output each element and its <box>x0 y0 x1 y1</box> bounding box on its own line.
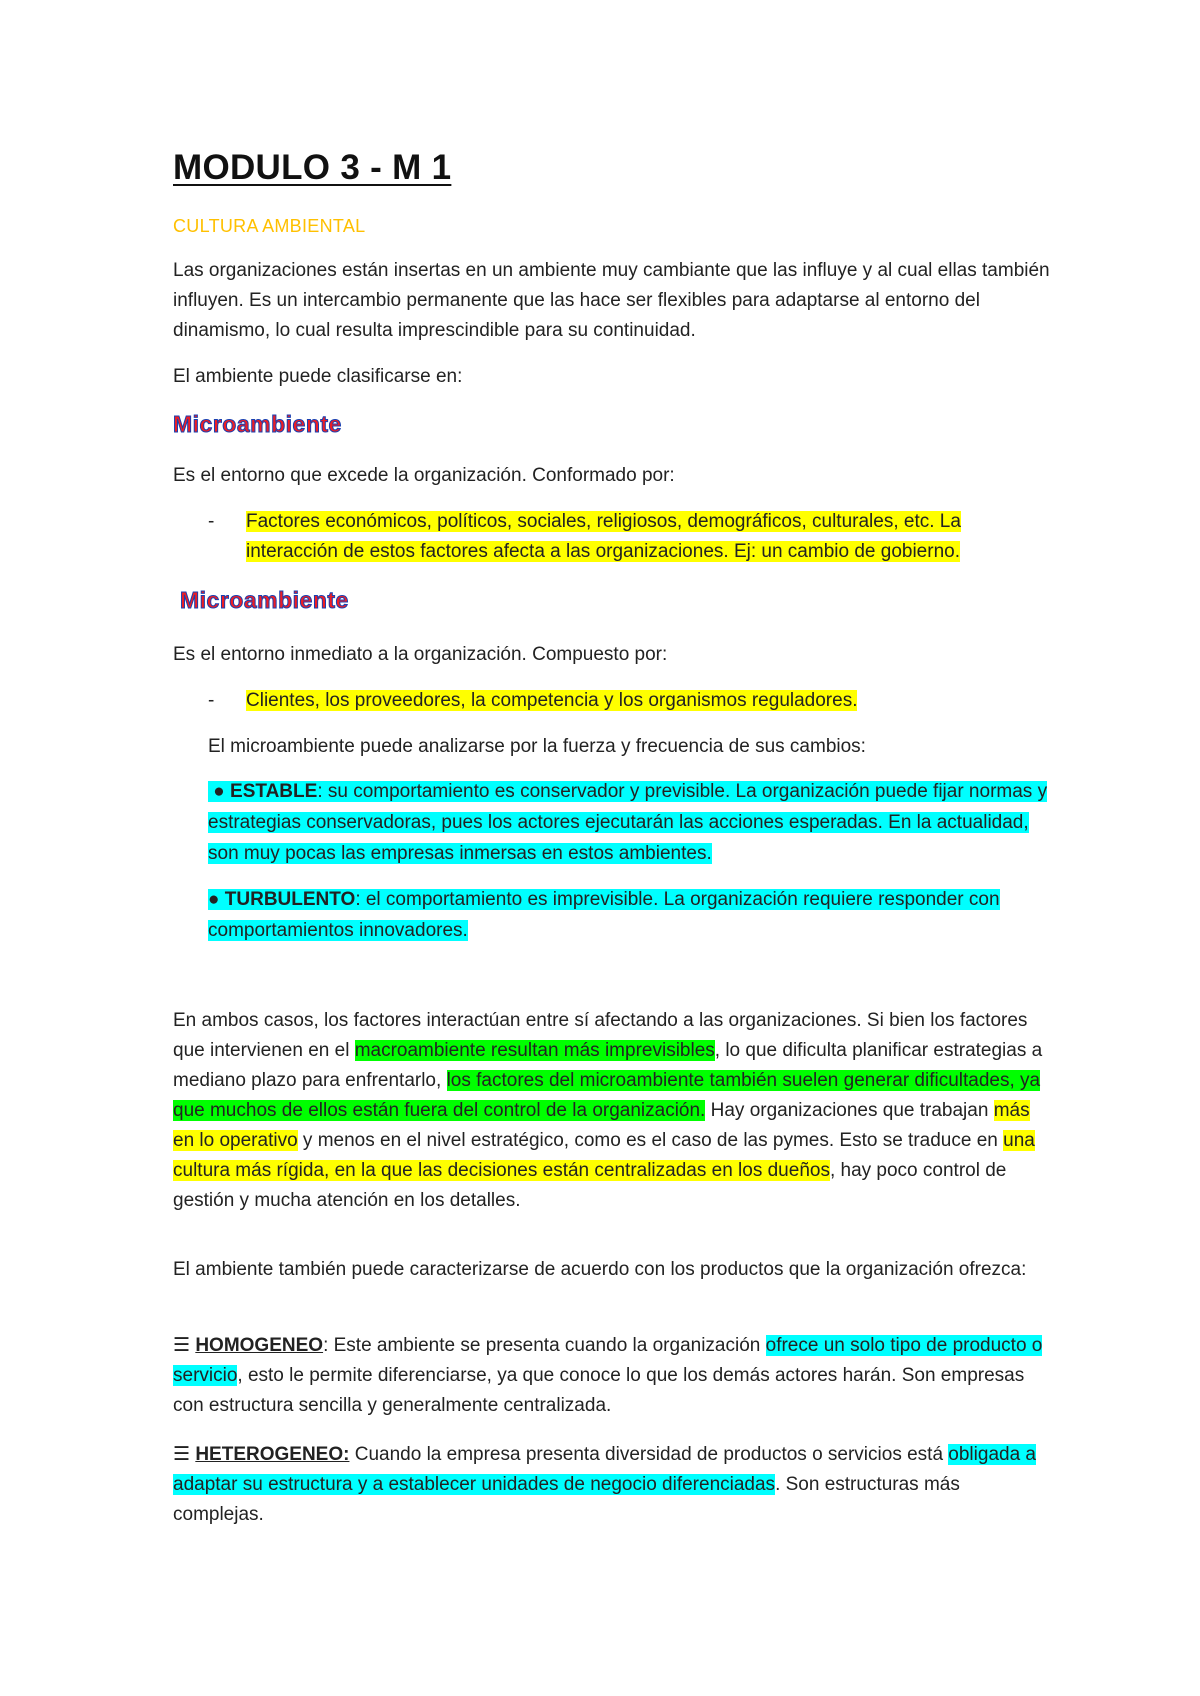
section1-dash: - <box>208 511 215 532</box>
bullet-icon: ● <box>208 889 220 910</box>
section1-item-highlight: Factores económicos, políticos, sociales, religiosos, demográficos, culturales, etc. La interacción de estos factores afecta a las organizaciones. Ej: un cambio de gobierno. <box>246 511 961 562</box>
estable-label: ESTABLE <box>230 781 318 802</box>
highlight-adaptar-estructura: obligada a adaptar su estructura y a establecer unidades de negocio diferenciadas <box>173 1444 1036 1495</box>
heterogeneo-label: HETEROGENEO: <box>195 1444 350 1465</box>
ambos-paragraph: En ambos casos, los factores interactúan entre sí afectando a las organizaciones. Si bien los factores que intervienen en el macroambiente resultan más imprevisibles, lo que dificulta planificar estrategias a mediano plazo para enfrentarlo, los factores del microambiente también suelen generar dificultades, ya que muchos de ellos están fuera del control de la organización. Hay organizaciones que trabajan más en lo operativo y menos en el nivel estratégico, como es el caso de las pymes. Esto se traduce en una cultura más rígida, en la que las decisiones están centralizadas en los dueños, hay poco control de gestión y mucha atención en los detalles. <box>173 1010 1043 1211</box>
homogeneo-paragraph: ☰ HOMOGENEO: Este ambiente se presenta cuando la organización ofrece un solo tipo de producto o servicio, esto le permite diferenciarse, ya que conoce lo que los demás actores harán. Son empresas con estructura sencilla y generalmente centralizada. <box>173 1335 1043 1416</box>
productos-paragraph: El ambiente también puede caracterizarse de acuerdo con los productos que la organización ofrezca: <box>173 1259 1027 1280</box>
section2-item-highlight: Clientes, los proveedores, la competencia y los organismos reguladores. <box>246 690 858 711</box>
section2-item <box>246 686 1046 716</box>
highlight-operativo: más en lo operativo <box>173 1100 1030 1151</box>
page-title: MODULO 3 - M 1 <box>173 148 452 187</box>
estable-item <box>208 776 1048 869</box>
section1-heading: Microambiente <box>173 411 342 437</box>
highlight-microambiente: los factores del microambiente también suelen generar dificultades, ya que muchos de ellos están fuera del control de la organización. <box>173 1070 1041 1121</box>
classify-paragraph: El ambiente puede clasificarse en: <box>173 366 463 387</box>
bullet-icon: ● <box>213 781 225 802</box>
highlight-macroambiente: macroambiente resultan más imprevisibles <box>354 1040 715 1061</box>
heterogeneo-paragraph: ☰ HETEROGENEO: Cuando la empresa presenta diversidad de productos o servicios está obligada a adaptar su estructura y a establecer unidades de negocio diferenciadas. Son estructuras más complejas. <box>173 1444 1036 1525</box>
intro-paragraph: Las organizaciones están insertas en un ambiente muy cambiante que las influye y al cual ellas también influyen. Es un intercambio permanente que las hace ser flexibles para adaptarse al entorno del dinamismo, lo cual resulta imprescindible para su continuidad. <box>173 260 1050 341</box>
section1-item <box>246 507 1046 567</box>
section2-heading: Microambiente <box>180 587 349 613</box>
analysis-paragraph: El microambiente puede analizarse por la fuerza y frecuencia de sus cambios: <box>208 736 866 757</box>
highlight-solo-tipo: ofrece un solo tipo de producto o servicio <box>173 1335 1043 1386</box>
section1-description: Es el entorno que excede la organización. Conformado por: <box>173 465 675 486</box>
section-subtitle: CULTURA AMBIENTAL <box>173 216 366 236</box>
section2-dash: - <box>208 690 215 711</box>
estable-text: : su comportamiento es conservador y previsible. La organización puede fijar normas y estrategias conservadoras, pues los actores ejecutarán las acciones esperadas. En la actualidad, son muy pocas las empresas inmersas en estos ambientes. <box>208 781 1048 864</box>
menu-lines-icon: ☰ <box>173 1335 191 1356</box>
turbulento-item <box>208 884 1048 946</box>
section2-description: Es el entorno inmediato a la organización. Compuesto por: <box>173 644 668 665</box>
turbulento-text: : el comportamiento es imprevisible. La organización requiere responder con comportamientos innovadores. <box>208 889 1000 941</box>
homogeneo-label: HOMOGENEO <box>195 1335 324 1356</box>
menu-lines-icon: ☰ <box>173 1444 191 1465</box>
highlight-cultura-rigida: una cultura más rígida, en la que las decisiones están centralizadas en los dueños <box>173 1130 1035 1181</box>
turbulento-label: TURBULENTO <box>224 889 356 910</box>
